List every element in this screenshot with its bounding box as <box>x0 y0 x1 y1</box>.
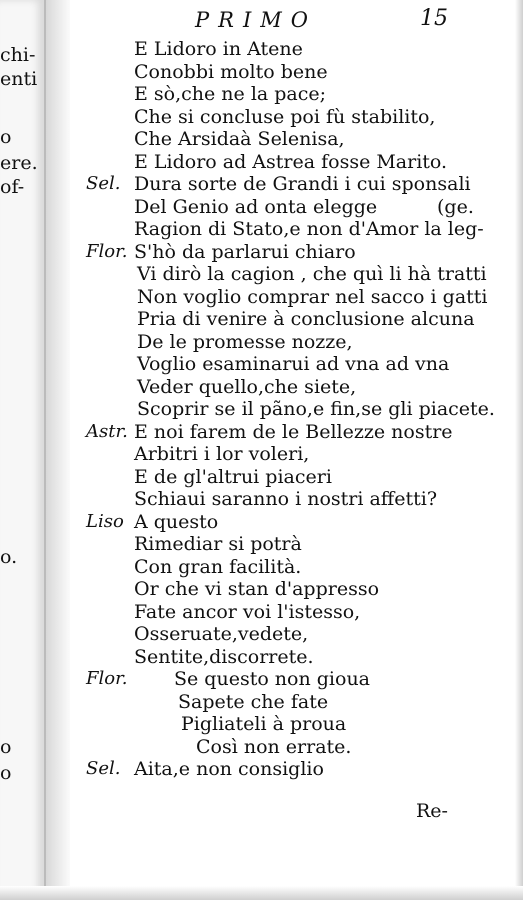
verse-line <box>0 263 523 286</box>
verse-line <box>0 218 523 241</box>
verse-line <box>0 646 523 669</box>
verse-line <box>0 736 523 759</box>
verse-text-line: Del Genio ad onta elegge <box>134 195 378 218</box>
verse-text-line: Dura sorte de Grandi i cui sponsali <box>134 173 471 195</box>
verse-text-line: Aita,e non consiglio <box>134 758 324 780</box>
verse-line <box>0 196 523 219</box>
verse-text-line: Sapete che fate <box>178 690 329 713</box>
speaker-label: Liso <box>86 510 124 532</box>
verse-text-line: De le promesse nozze, <box>137 330 353 353</box>
verse-text-line: E de gl'altrui piaceri <box>134 465 332 488</box>
verse-text-line: Rimediar si potrà <box>134 533 302 555</box>
verse-line <box>0 286 523 309</box>
verse-line <box>0 601 523 624</box>
verse-text-line: Conobbi molto bene <box>134 60 328 83</box>
verse-line <box>0 38 523 61</box>
verse-line <box>0 376 523 399</box>
verse-line <box>0 308 523 331</box>
verse-line <box>0 331 523 354</box>
verse-line <box>0 241 523 264</box>
verse-line <box>0 151 523 174</box>
turnover-fragment: (ge. <box>437 195 474 218</box>
verse-text-line: Ragion di Stato,e non d'Amor la leg- <box>134 218 484 240</box>
verse-text-line: Pria di venire à conclusione alcuna <box>137 308 475 330</box>
verse-text-line: Arbitri i lor voleri, <box>134 443 310 465</box>
verse-line <box>0 83 523 106</box>
verse-line <box>0 533 523 556</box>
left-page-fragment: enti <box>0 68 38 90</box>
verse-line <box>0 488 523 511</box>
left-page-fragment: chi- <box>0 44 36 66</box>
catchword: Re- <box>416 800 448 822</box>
verse-line <box>0 443 523 466</box>
verse-text-line: Che Arsidaà Selenisa, <box>134 128 345 150</box>
verse-text-line: Pigliateli à proua <box>181 713 347 735</box>
left-page-fragment: o <box>0 126 12 148</box>
left-page-fragment: of- <box>0 176 25 198</box>
verse-text-line: E Lidoro ad Astrea fosse Marito. <box>134 150 448 173</box>
running-head: PRIMO <box>195 8 317 32</box>
speaker-label: Sel. <box>86 173 121 194</box>
verse-text <box>0 38 523 781</box>
verse-text-line: Se questo non gioua <box>174 668 371 690</box>
verse-line <box>0 398 523 421</box>
verse-text-line: Scoprir se il pãno,e fin,se gli piacete. <box>137 398 495 420</box>
speaker-label: Sel. <box>86 758 121 779</box>
verse-line <box>0 713 523 736</box>
verse-text-line: Che si concluse poi fù stabilito, <box>134 105 436 128</box>
verse-text-line: A questo <box>134 510 219 533</box>
verse-line <box>0 128 523 151</box>
verse-text-line: Sentite,discorrete. <box>134 645 314 668</box>
verse-text-line: Or che vi stan d'appresso <box>134 578 380 600</box>
verse-line <box>0 578 523 601</box>
page-number: 15 <box>420 6 448 31</box>
verse-text-line: Così non errate. <box>196 735 352 758</box>
verse-text-line: S'hò da parlarui chiaro <box>134 240 356 263</box>
verse-text-line: Fate ancor voi l'istesso, <box>134 600 361 623</box>
verse-text-line: Con gran facilità. <box>134 555 302 578</box>
verse-text-line: E Lidoro in Atene <box>134 38 303 60</box>
verse-text-line: Schiaui saranno i nostri affetti? <box>134 488 438 510</box>
verse-text-line: Vi dirò la cagion , che quì li hà tratti <box>137 263 487 285</box>
verse-line <box>0 353 523 376</box>
speaker-label: Flor. <box>86 240 128 262</box>
verse-text-line: E noi farem de le Bellezze nostre <box>134 420 453 443</box>
verse-line <box>0 556 523 579</box>
verse-text-line: E sò,che ne la pace; <box>134 83 327 105</box>
page-edge-bottom <box>0 886 523 900</box>
speaker-label: Flor. <box>86 668 128 689</box>
left-page-fragment: o <box>0 736 12 758</box>
verse-line <box>0 61 523 84</box>
verse-line <box>0 173 523 196</box>
speaker-label: Astr. <box>86 420 128 442</box>
verse-line <box>0 466 523 489</box>
verse-line <box>0 758 523 781</box>
left-page-fragment: o <box>0 762 12 784</box>
verse-text-line: Osseruate,vedete, <box>134 623 309 645</box>
verse-line <box>0 623 523 646</box>
left-page-fragment: ere. <box>0 152 38 174</box>
verse-line <box>0 106 523 129</box>
verse-line <box>0 691 523 714</box>
verse-line <box>0 421 523 444</box>
verse-text-line: Non voglio comprar nel sacco i gatti <box>137 285 488 308</box>
verse-line <box>0 511 523 534</box>
verse-line <box>0 668 523 691</box>
left-page-fragment: o. <box>0 546 18 568</box>
verse-text-line: Voglio esaminarui ad vna ad vna <box>137 353 450 375</box>
verse-text-line: Veder quello,che siete, <box>137 375 357 398</box>
